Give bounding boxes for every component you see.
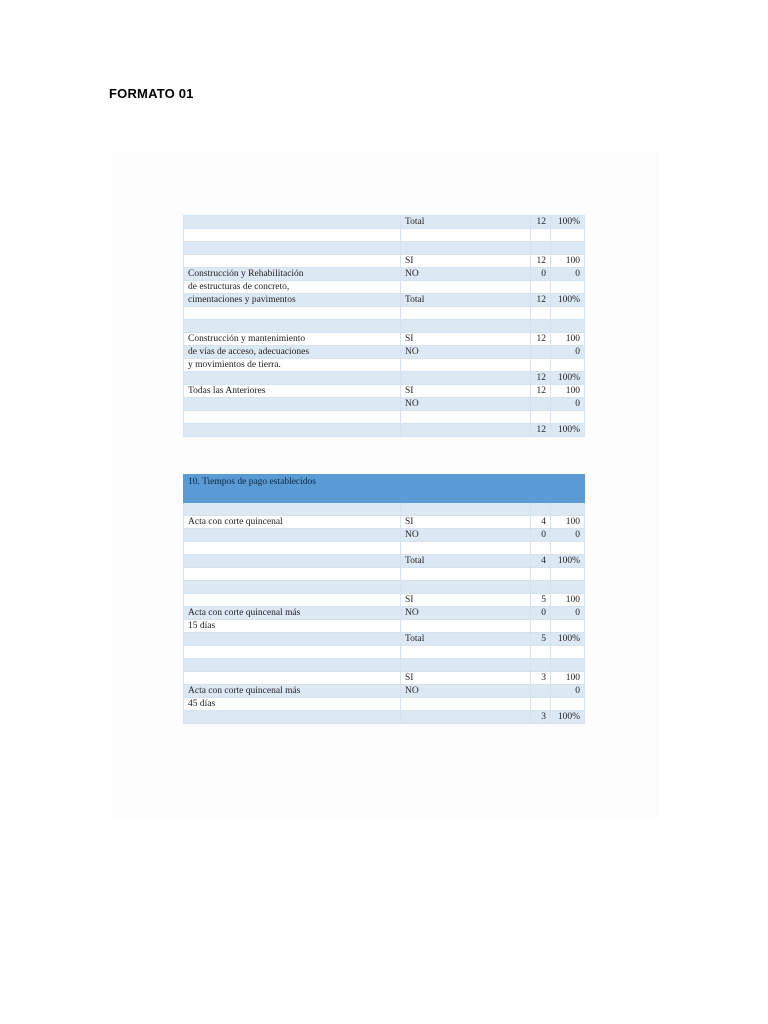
- table-row: [184, 594, 585, 607]
- percent-cell: [551, 320, 585, 333]
- percent-cell: 100%: [551, 711, 585, 724]
- answer-cell: [401, 542, 531, 555]
- count-cell: 3: [531, 711, 551, 724]
- table-row: [184, 216, 585, 229]
- table-row: [184, 516, 585, 529]
- count-cell: [531, 411, 551, 424]
- table-row: [184, 242, 585, 255]
- count-cell: 5: [531, 594, 551, 607]
- answer-cell: NO: [401, 529, 531, 542]
- label-cell: [184, 307, 401, 320]
- count-cell: [531, 542, 551, 555]
- percent-cell: [551, 229, 585, 242]
- table-row: [184, 281, 585, 294]
- percent-cell: 0: [551, 607, 585, 620]
- table-row: [184, 372, 585, 385]
- answer-cell: [401, 698, 531, 711]
- percent-cell: [551, 659, 585, 672]
- payment-times-table: [183, 474, 585, 724]
- count-cell: 12: [531, 255, 551, 268]
- percent-cell: [551, 411, 585, 424]
- count-cell: 12: [531, 385, 551, 398]
- percent-cell: 0: [551, 346, 585, 359]
- payment-times-table-body: [184, 475, 585, 724]
- label-cell: Acta con corte quincenal más: [184, 607, 401, 620]
- label-cell: [184, 411, 401, 424]
- answer-cell: [401, 659, 531, 672]
- label-cell: de estructuras de concreto,: [184, 281, 401, 294]
- answer-cell: NO: [401, 398, 531, 411]
- answer-cell: SI: [401, 672, 531, 685]
- label-cell: Acta con corte quincenal más: [184, 685, 401, 698]
- percent-cell: 0: [551, 268, 585, 281]
- table-row: [184, 698, 585, 711]
- table-row: [184, 529, 585, 542]
- label-cell: Construcción y Rehabilitación: [184, 268, 401, 281]
- count-cell: [531, 620, 551, 633]
- percent-cell: [551, 503, 585, 516]
- label-cell: [184, 216, 401, 229]
- answer-cell: Total: [401, 294, 531, 307]
- answer-cell: Total: [401, 633, 531, 646]
- percent-cell: [551, 242, 585, 255]
- count-cell: [531, 307, 551, 320]
- answer-cell: [401, 281, 531, 294]
- label-cell: [184, 229, 401, 242]
- label-cell: 15 días: [184, 620, 401, 633]
- count-cell: 12: [531, 294, 551, 307]
- table-row: [184, 646, 585, 659]
- table-row: [184, 359, 585, 372]
- count-cell: [531, 698, 551, 711]
- answer-cell: NO: [401, 268, 531, 281]
- label-cell: [184, 529, 401, 542]
- count-cell: [531, 646, 551, 659]
- count-cell: 0: [531, 607, 551, 620]
- percent-cell: [551, 568, 585, 581]
- table-row: [184, 424, 585, 437]
- table-row: [184, 672, 585, 685]
- label-cell: [184, 659, 401, 672]
- label-cell: [184, 542, 401, 555]
- table-row: [184, 294, 585, 307]
- label-cell: [184, 255, 401, 268]
- answer-cell: [401, 242, 531, 255]
- answer-cell: [401, 372, 531, 385]
- page-heading: FORMATO 01: [109, 86, 194, 101]
- count-cell: 12: [531, 333, 551, 346]
- table-row: [184, 411, 585, 424]
- table-row: [184, 385, 585, 398]
- count-cell: [531, 659, 551, 672]
- label-cell: [184, 646, 401, 659]
- label-cell: [184, 555, 401, 568]
- label-cell: [184, 320, 401, 333]
- table-header-row: [184, 475, 585, 503]
- percent-cell: 100: [551, 255, 585, 268]
- count-cell: 12: [531, 372, 551, 385]
- table-row: [184, 620, 585, 633]
- table-row: [184, 711, 585, 724]
- table-row: [184, 607, 585, 620]
- survey-results-table-body: [184, 216, 585, 437]
- count-cell: [531, 281, 551, 294]
- count-cell: 0: [531, 268, 551, 281]
- label-cell: cimentaciones y pavimentos: [184, 294, 401, 307]
- label-cell: Todas las Anteriores: [184, 385, 401, 398]
- percent-cell: 0: [551, 529, 585, 542]
- table-row: [184, 398, 585, 411]
- table-row: [184, 229, 585, 242]
- answer-cell: [401, 711, 531, 724]
- percent-cell: [551, 698, 585, 711]
- label-cell: de vías de acceso, adecuaciones: [184, 346, 401, 359]
- count-cell: 4: [531, 516, 551, 529]
- table-row: [184, 333, 585, 346]
- table-row: [184, 255, 585, 268]
- answer-cell: SI: [401, 255, 531, 268]
- answer-cell: [401, 568, 531, 581]
- label-cell: y movimientos de tierra.: [184, 359, 401, 372]
- percent-cell: [551, 646, 585, 659]
- table-row: [184, 320, 585, 333]
- label-cell: [184, 633, 401, 646]
- answer-cell: SI: [401, 516, 531, 529]
- percent-cell: 100%: [551, 372, 585, 385]
- percent-cell: 100: [551, 385, 585, 398]
- answer-cell: [401, 320, 531, 333]
- count-cell: [531, 503, 551, 516]
- label-cell: Acta con corte quincenal: [184, 516, 401, 529]
- count-cell: 4: [531, 555, 551, 568]
- percent-cell: 0: [551, 398, 585, 411]
- count-cell: [531, 685, 551, 698]
- answer-cell: [401, 646, 531, 659]
- table-row: [184, 581, 585, 594]
- percent-cell: 100: [551, 333, 585, 346]
- percent-cell: 100%: [551, 555, 585, 568]
- percent-cell: 100%: [551, 294, 585, 307]
- label-cell: [184, 672, 401, 685]
- label-cell: [184, 711, 401, 724]
- answer-cell: Total: [401, 216, 531, 229]
- label-cell: [184, 398, 401, 411]
- percent-cell: 100: [551, 672, 585, 685]
- label-cell: [184, 372, 401, 385]
- table-row: [184, 503, 585, 516]
- percent-cell: 100: [551, 516, 585, 529]
- table-row: [184, 633, 585, 646]
- table-title: 10. Tiempos de pago establecidos: [184, 475, 585, 503]
- label-cell: [184, 594, 401, 607]
- answer-cell: [401, 307, 531, 320]
- count-cell: [531, 242, 551, 255]
- percent-cell: [551, 620, 585, 633]
- label-cell: 45 días: [184, 698, 401, 711]
- answer-cell: [401, 620, 531, 633]
- table-row: [184, 568, 585, 581]
- answer-cell: SI: [401, 594, 531, 607]
- count-cell: [531, 581, 551, 594]
- answer-cell: SI: [401, 333, 531, 346]
- count-cell: [531, 320, 551, 333]
- percent-cell: 100: [551, 594, 585, 607]
- table-row: [184, 685, 585, 698]
- answer-cell: NO: [401, 685, 531, 698]
- label-cell: [184, 503, 401, 516]
- count-cell: [531, 346, 551, 359]
- label-cell: Construcción y mantenimiento: [184, 333, 401, 346]
- survey-results-table: [183, 215, 585, 437]
- answer-cell: [401, 424, 531, 437]
- label-cell: [184, 424, 401, 437]
- answer-cell: [401, 581, 531, 594]
- label-cell: [184, 242, 401, 255]
- answer-cell: Total: [401, 555, 531, 568]
- answer-cell: NO: [401, 607, 531, 620]
- answer-cell: [401, 411, 531, 424]
- percent-cell: [551, 542, 585, 555]
- percent-cell: [551, 281, 585, 294]
- count-cell: 0: [531, 529, 551, 542]
- count-cell: 12: [531, 424, 551, 437]
- count-cell: [531, 398, 551, 411]
- answer-cell: [401, 229, 531, 242]
- percent-cell: 100%: [551, 216, 585, 229]
- percent-cell: 0: [551, 685, 585, 698]
- percent-cell: 100%: [551, 633, 585, 646]
- answer-cell: [401, 359, 531, 372]
- percent-cell: [551, 307, 585, 320]
- answer-cell: NO: [401, 346, 531, 359]
- table-row: [184, 307, 585, 320]
- percent-cell: [551, 581, 585, 594]
- table-row: [184, 268, 585, 281]
- label-cell: [184, 568, 401, 581]
- count-cell: [531, 359, 551, 372]
- answer-cell: SI: [401, 385, 531, 398]
- count-cell: 12: [531, 216, 551, 229]
- percent-cell: [551, 359, 585, 372]
- percent-cell: 100%: [551, 424, 585, 437]
- table-row: [184, 555, 585, 568]
- count-cell: [531, 229, 551, 242]
- count-cell: 3: [531, 672, 551, 685]
- count-cell: 5: [531, 633, 551, 646]
- label-cell: [184, 581, 401, 594]
- answer-cell: [401, 503, 531, 516]
- table-row: [184, 542, 585, 555]
- count-cell: [531, 568, 551, 581]
- table-row: [184, 659, 585, 672]
- table-row: [184, 346, 585, 359]
